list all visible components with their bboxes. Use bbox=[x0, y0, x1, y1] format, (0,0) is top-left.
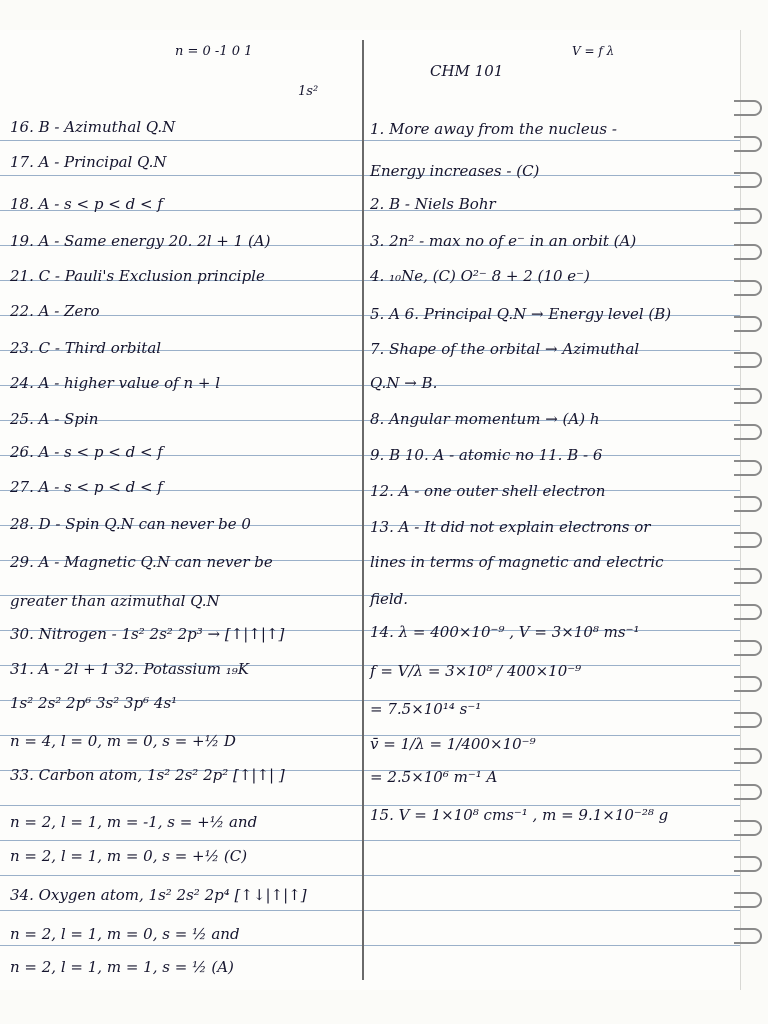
right-line: Energy increases - (C) bbox=[370, 162, 540, 180]
spiral-coil bbox=[734, 676, 762, 692]
right-line: = 2.5×10⁶ m⁻¹ A bbox=[370, 768, 498, 786]
spiral-coil bbox=[734, 172, 762, 188]
margin-divider bbox=[362, 40, 364, 980]
spiral-coil bbox=[734, 820, 762, 836]
spiral-coil bbox=[734, 316, 762, 332]
left-line: 18. A - s < p < d < f bbox=[10, 195, 163, 213]
spiral-coil bbox=[734, 388, 762, 404]
right-line: Q.N → B. bbox=[370, 374, 438, 392]
left-line: 26. A - s < p < d < f bbox=[10, 443, 163, 461]
left-line: 25. A - Spin bbox=[10, 410, 99, 428]
left-line: 33. Carbon atom, 1s² 2s² 2p² [↑|↑| ] bbox=[10, 766, 285, 784]
ruled-line bbox=[0, 140, 740, 141]
header-scribble-2: 1s² bbox=[298, 84, 319, 99]
left-line: 30. Nitrogen - 1s² 2s² 2p³ → [↑|↑|↑] bbox=[10, 625, 285, 643]
spiral-coil bbox=[734, 640, 762, 656]
right-line: 15. V = 1×10⁸ cms⁻¹ , m = 9.1×10⁻²⁸ g bbox=[370, 806, 669, 824]
left-line: 28. D - Spin Q.N can never be 0 bbox=[10, 515, 251, 533]
left-line: 22. A - Zero bbox=[10, 302, 100, 320]
left-line: 24. A - higher value of n + l bbox=[10, 374, 221, 392]
ruled-line bbox=[0, 910, 740, 911]
right-line: 12. A - one outer shell electron bbox=[370, 482, 606, 500]
left-line: 23. C - Third orbital bbox=[10, 339, 162, 357]
spiral-coil bbox=[734, 136, 762, 152]
left-line: 34. Oxygen atom, 1s² 2s² 2p⁴ [↑↓|↑|↑] bbox=[10, 886, 307, 904]
right-line: 7. Shape of the orbital → Azimuthal bbox=[370, 340, 640, 358]
spiral-coil bbox=[734, 100, 762, 116]
ruled-line bbox=[0, 945, 740, 946]
ruled-line bbox=[0, 875, 740, 876]
right-line: 1. More away from the nucleus - bbox=[370, 120, 617, 138]
spiral-coil bbox=[734, 892, 762, 908]
spiral-coil bbox=[734, 424, 762, 440]
left-line: greater than azimuthal Q.N bbox=[10, 592, 220, 610]
right-line: v̄ = 1/λ = 1/400×10⁻⁹ bbox=[370, 735, 536, 753]
header-scribble: n = 0 -1 0 1 bbox=[175, 44, 253, 59]
spiral-coil bbox=[734, 784, 762, 800]
spiral-coil bbox=[734, 856, 762, 872]
right-line: 9. B 10. A - atomic no 11. B - 6 bbox=[370, 446, 603, 464]
right-line: f = V/λ = 3×10⁸ / 400×10⁻⁹ bbox=[370, 662, 582, 680]
left-line: 27. A - s < p < d < f bbox=[10, 478, 163, 496]
left-line: 31. A - 2l + 1 32. Potassium ₁₉K bbox=[10, 660, 250, 678]
spiral-coil bbox=[734, 496, 762, 512]
right-line: 2. B - Niels Bohr bbox=[370, 195, 496, 213]
left-line: n = 2, l = 1, m = 1, s = ½ (A) bbox=[10, 958, 234, 976]
header-note: V = f λ bbox=[572, 44, 615, 58]
page-title: CHM 101 bbox=[430, 62, 504, 80]
left-line: n = 2, l = 1, m = 0, s = +½ (C) bbox=[10, 847, 248, 865]
spiral-coil bbox=[734, 280, 762, 296]
left-line: n = 2, l = 1, m = -1, s = +½ and bbox=[10, 813, 258, 831]
right-line: 4. ₁₀Ne, (C) O²⁻ 8 + 2 (10 e⁻) bbox=[370, 267, 590, 285]
left-line: 1s² 2s² 2p⁶ 3s² 3p⁶ 4s¹ bbox=[10, 694, 178, 712]
spiral-coil bbox=[734, 352, 762, 368]
spiral-coil bbox=[734, 568, 762, 584]
spiral-coil bbox=[734, 208, 762, 224]
spiral-coil bbox=[734, 604, 762, 620]
left-line: 21. C - Pauli's Exclusion principle bbox=[10, 267, 265, 285]
spiral-coil bbox=[734, 928, 762, 944]
right-line: 8. Angular momentum → (A) h bbox=[370, 410, 600, 428]
right-line: lines in terms of magnetic and electric bbox=[370, 553, 664, 571]
spiral-coil bbox=[734, 244, 762, 260]
spiral-coil bbox=[734, 712, 762, 728]
ruled-line bbox=[0, 840, 740, 841]
spiral-coil bbox=[734, 532, 762, 548]
left-line: 17. A - Principal Q.N bbox=[10, 153, 167, 171]
right-line: field. bbox=[370, 590, 409, 608]
spiral-coil bbox=[734, 748, 762, 764]
right-line: = 7.5×10¹⁴ s⁻¹ bbox=[370, 700, 482, 718]
left-line: n = 2, l = 1, m = 0, s = ½ and bbox=[10, 925, 240, 943]
left-line: n = 4, l = 0, m = 0, s = +½ D bbox=[10, 732, 236, 750]
right-line: 13. A - It did not explain electrons or bbox=[370, 518, 651, 536]
right-line: 3. 2n² - max no of e⁻ in an orbit (A) bbox=[370, 232, 637, 250]
left-line: 16. B - Azimuthal Q.N bbox=[10, 118, 176, 136]
left-line: 19. A - Same energy 20. 2l + 1 (A) bbox=[10, 232, 271, 250]
left-line: 29. A - Magnetic Q.N can never be bbox=[10, 553, 273, 571]
right-line: 14. λ = 400×10⁻⁹ , V = 3×10⁸ ms⁻¹ bbox=[370, 623, 640, 641]
right-line: 5. A 6. Principal Q.N → Energy level (B) bbox=[370, 305, 672, 323]
spiral-coil bbox=[734, 460, 762, 476]
